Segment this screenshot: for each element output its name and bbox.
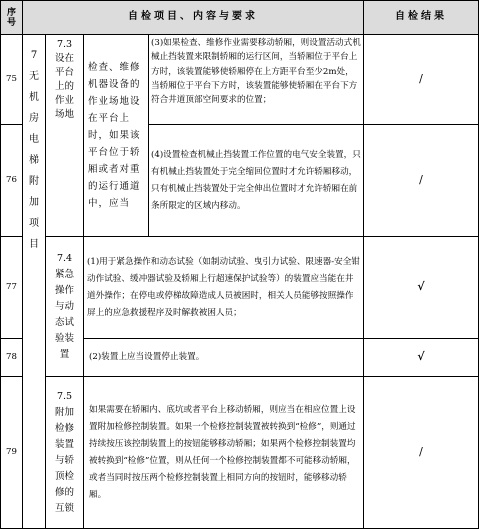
section-7-5-text: 7.5 附加检修装置与轿顶检修的互锁	[54, 391, 74, 514]
row-75-no: 75	[6, 74, 17, 85]
row-79-result: /	[419, 445, 423, 459]
row-77-no: 77	[6, 282, 17, 293]
row-75-result: /	[419, 72, 423, 86]
row-77-text: (1)用于紧急操作和动态试验（如制动试验、曳引力试验、限速器-安全钳动作试验、缓冲器试验及轿厢上行超速保护试验等）的装置应当能在井道外操作；在停电或停梯故障造成人员被困时，相关人员能够按照操作屏上的应急救援程序及时解救被困人员；	[87, 256, 360, 318]
row-79-no: 79	[6, 447, 17, 458]
row-76-textcell	[151, 125, 361, 236]
row-79-textcell	[89, 377, 361, 528]
row-78-result: √	[417, 350, 425, 364]
row-76-text: (4)设置检查机械止挡装置工作位置的电气安全装置，只有机械止挡装置处于完全缩回位置时才允许轿厢移动，只有机械止挡装置处于完全伸出位置时才允许轿厢在前条所限定的区域内移动。	[151, 149, 361, 211]
section-7-4-label	[46, 237, 83, 376]
header-items: 自检项目、内容与要求	[128, 11, 258, 23]
row-76-no: 76	[6, 175, 17, 186]
section-7-3-desc	[88, 35, 145, 236]
row-78-text: (2)装置上应当设置停止装置。	[89, 352, 205, 363]
row-78-textcell	[89, 339, 361, 376]
row-77-result: √	[417, 280, 425, 294]
header-no: 序号	[6, 7, 16, 28]
section-7-text: 7无机房电梯附加项目	[29, 50, 39, 250]
header-result: 自检结果	[395, 11, 447, 23]
row-78-no: 78	[6, 352, 17, 363]
row-76-result: /	[419, 173, 423, 187]
row-75-text: (3)如果检查、维修作业需要移动轿厢，则设置活动式机械止挡装置来限制轿厢的运行区间，当轿厢位于平台上方时，该装置能够使轿厢停在上方距平台至少2m处，当轿厢位于平台下方时，该装置能够使轿厢在平台下方符合井道顶部空间要求的位置；	[151, 38, 361, 106]
section-7-3-text: 7.3 设在平台上的作业场地	[54, 39, 74, 120]
row-77-textcell	[87, 237, 361, 338]
section-7-3-desc-text: 检查、维修机器设备的作业场地设在平台上时，如果该平台位于轿厢或者对重的运行通道中，应当	[88, 62, 141, 209]
row-79-text: 如果需要在轿厢内、底坑或者平台上移动轿厢，则应当在相应位置上设置附加检修控制装置。如果一个检修控制装置被转换到“检修”，则通过持续按压该控制装置上的按钮能够移动轿厢；如果两个检修控制装置均被转换到“检修”位置，则从任何一个检修控制装置都不可能移动轿厢，或者当同时按压两个检修控制装置上相同方向的按钮时，能够移动轿厢。	[89, 404, 356, 500]
section-7-4-text: 7.4 紧急操作与动态试验装置	[54, 252, 74, 360]
section-7-5-label	[46, 377, 83, 529]
section-7-label	[23, 35, 45, 265]
section-7-3-label	[46, 35, 83, 125]
